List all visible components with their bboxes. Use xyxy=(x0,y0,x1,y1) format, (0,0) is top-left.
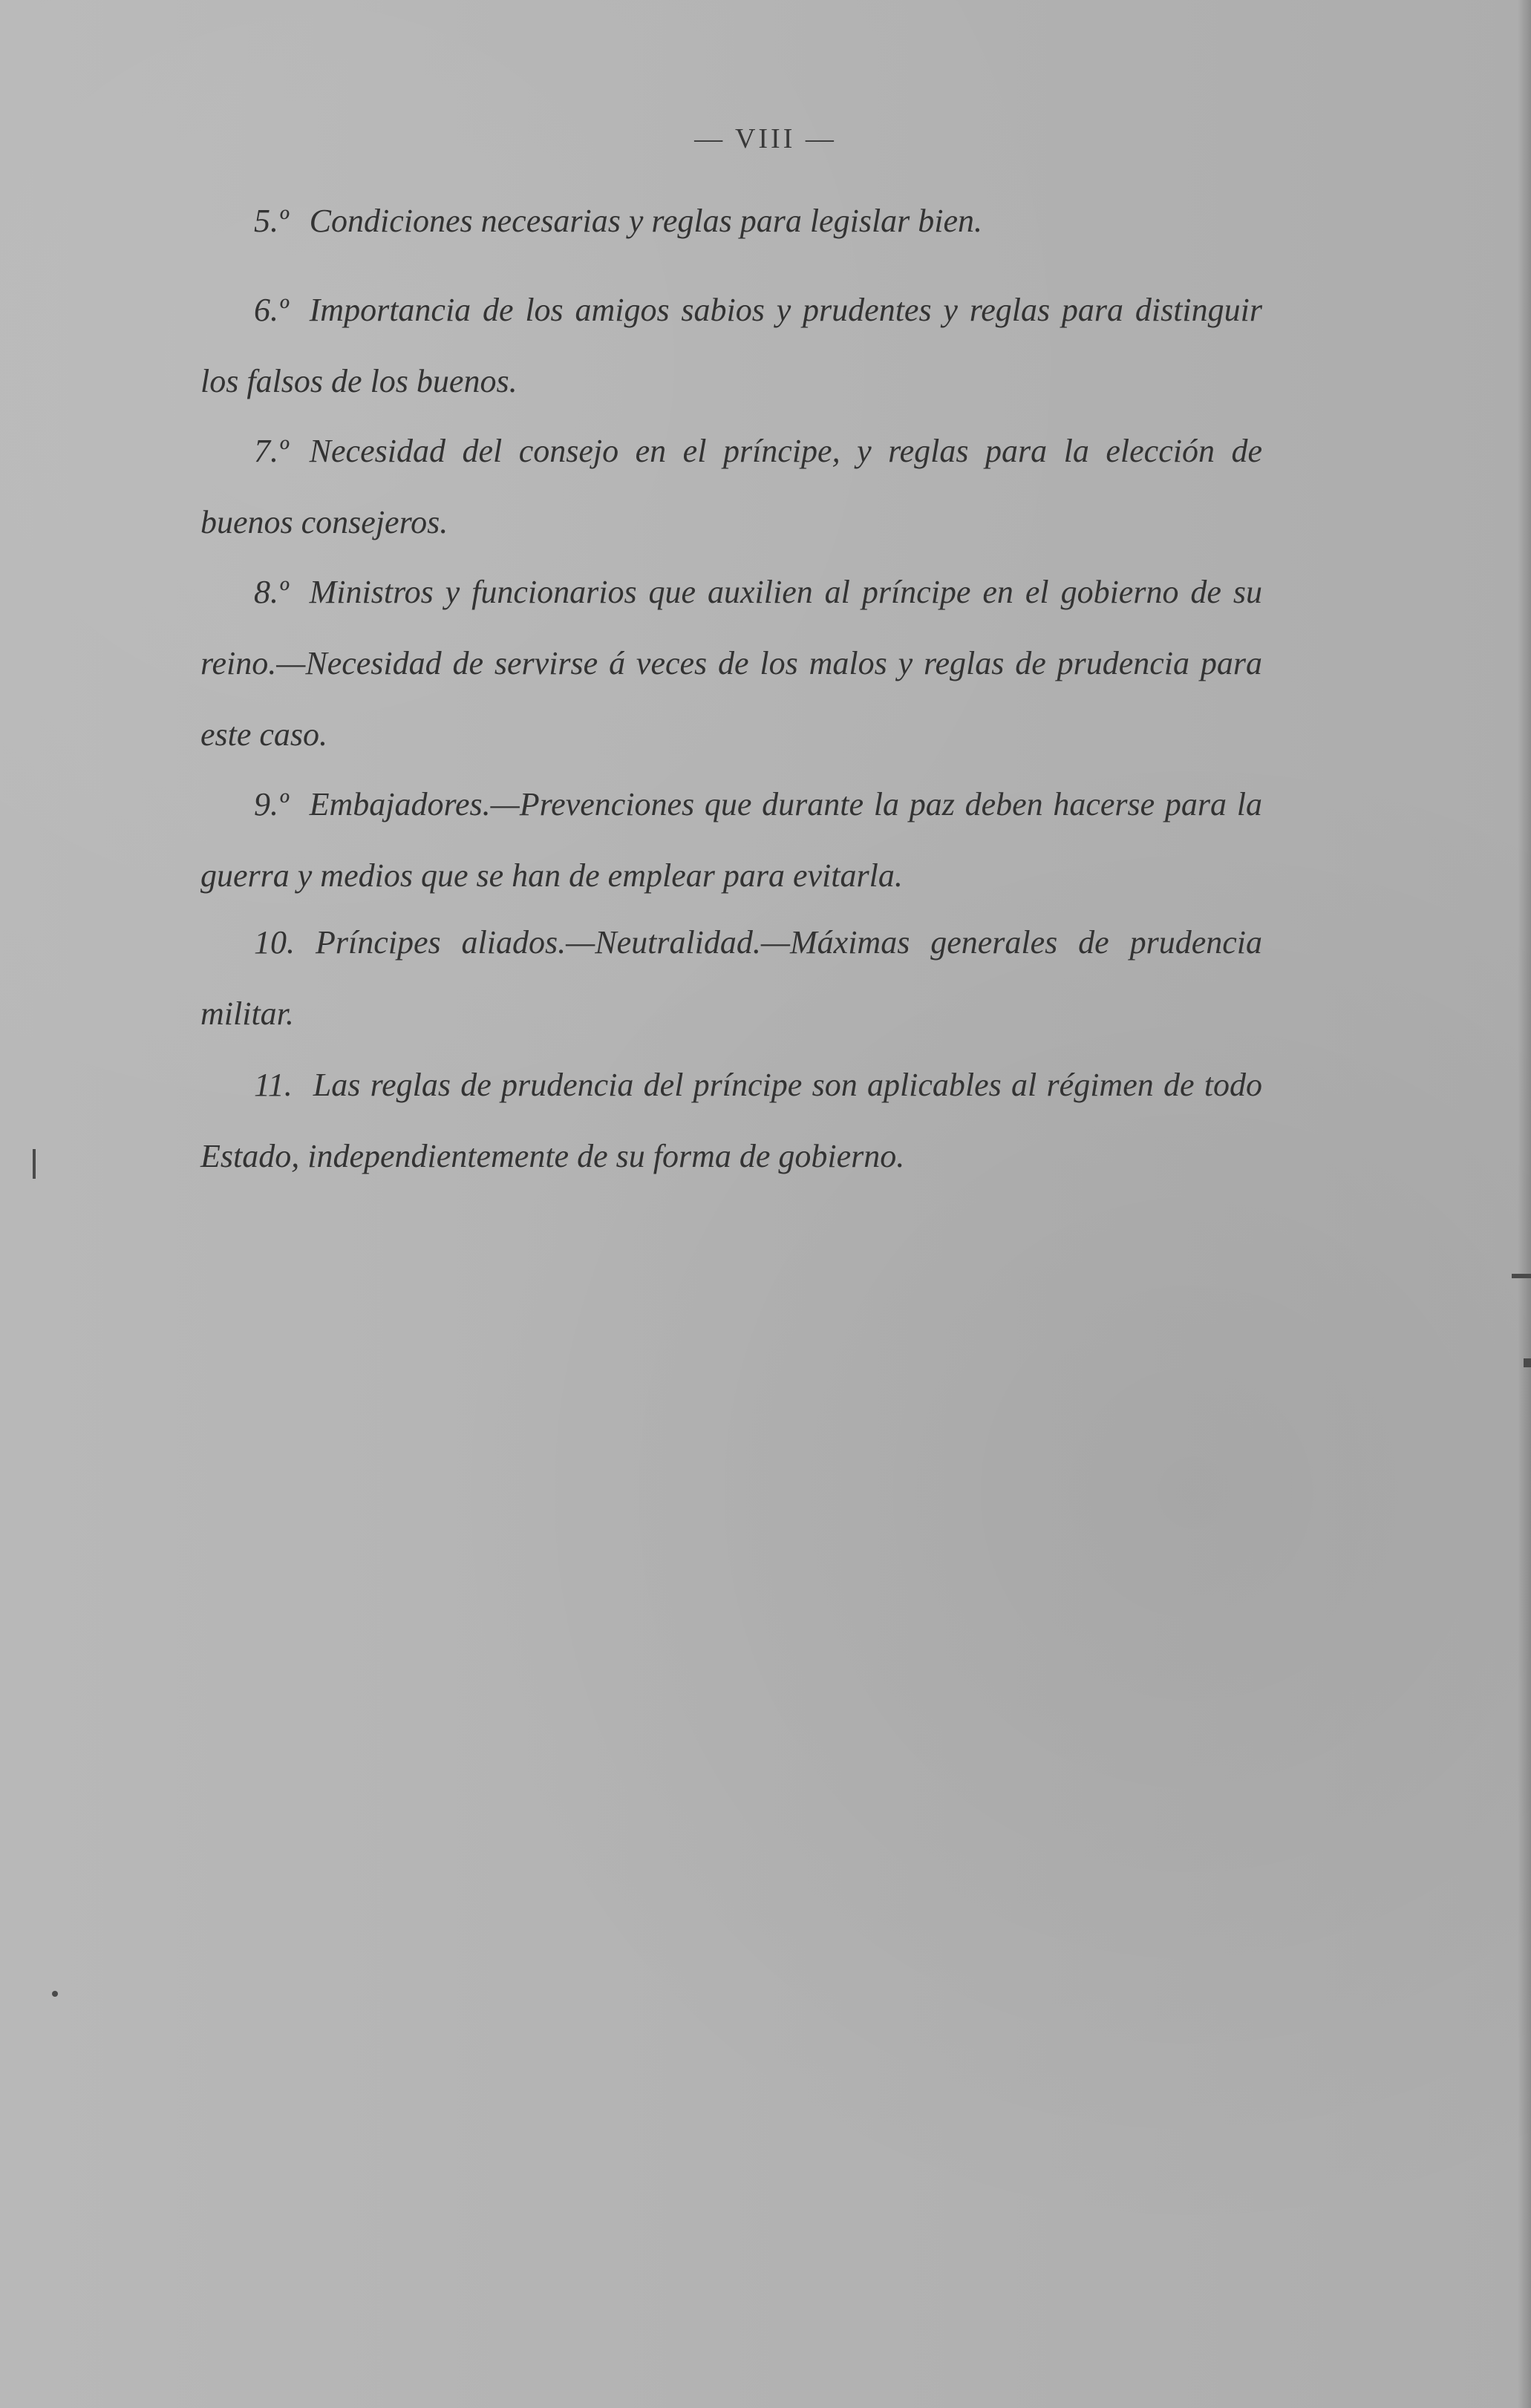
page-edge-shadow xyxy=(1518,0,1531,2408)
entry-number: 5.º xyxy=(254,203,289,239)
entry-text: Condiciones necesarias y reglas para legislar bien. xyxy=(309,203,983,239)
scan-dot xyxy=(52,1991,58,1997)
scan-mark-left xyxy=(33,1149,36,1179)
entry-9 xyxy=(200,769,1262,912)
entry-text: Embajadores.—Prevenciones que durante la paz deben hacerse para la guerra y medios que se han de emplear para evitarla. xyxy=(200,786,1262,894)
scan-mark-right-1 xyxy=(1512,1274,1531,1278)
entry-5 xyxy=(200,186,1262,257)
scan-mark-right-2 xyxy=(1524,1358,1531,1367)
entry-text: Necesidad del consejo en el príncipe, y reglas para la elección de buenos consejeros. xyxy=(200,433,1262,540)
entry-number: 8.º xyxy=(254,574,289,610)
entry-text: Príncipes aliados.—Neutralidad.—Máximas generales de prudencia militar. xyxy=(200,924,1262,1032)
entry-number: 7.º xyxy=(254,433,289,469)
entry-number: 9.º xyxy=(254,786,289,822)
entry-text: Las reglas de prudencia del príncipe son aplicables al régimen de todo Estado, independientemente de su forma de gobierno. xyxy=(200,1067,1262,1174)
entry-7 xyxy=(200,416,1262,558)
entry-number: 10. xyxy=(254,924,295,961)
entry-text: Ministros y funcionarios que auxilien al príncipe en el gobierno de su reino.—Necesidad de servirse á veces de los malos y reglas de prudencia para este caso. xyxy=(200,574,1262,753)
entry-8 xyxy=(200,557,1262,771)
entry-10 xyxy=(200,907,1262,1050)
entry-number: 11. xyxy=(254,1067,293,1103)
entry-11 xyxy=(200,1050,1262,1192)
page-header-number: — VIII — xyxy=(694,123,837,154)
entry-text: Importancia de los amigos sabios y prudentes y reglas para distinguir los falsos de los buenos. xyxy=(200,292,1262,399)
entry-6 xyxy=(200,275,1262,417)
entry-number: 6.º xyxy=(254,292,289,328)
